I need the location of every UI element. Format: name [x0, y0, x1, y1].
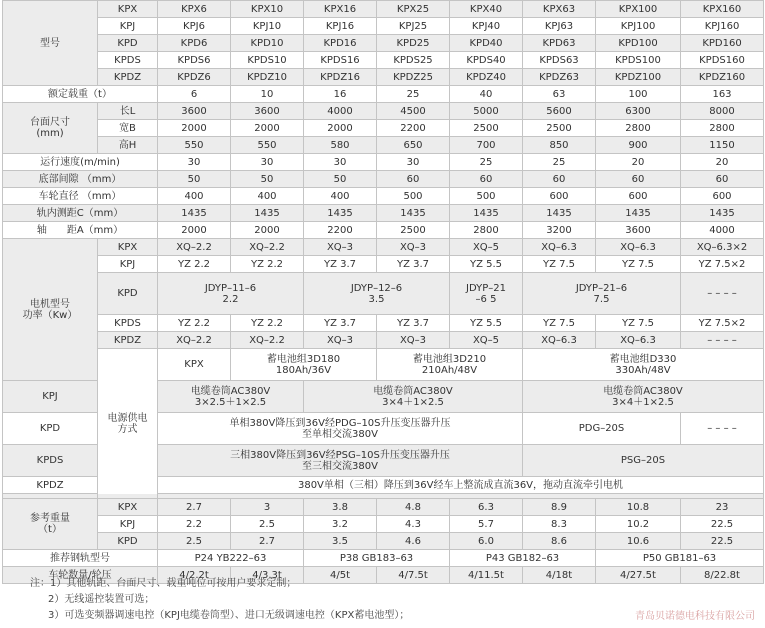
table-cell: 电缆卷筒AC380V 3×2.5＋1×2.5	[158, 381, 304, 413]
table-row	[3, 52, 764, 69]
table-cell: KPD160	[681, 35, 764, 52]
table-cell: XQ–6.3	[523, 239, 596, 256]
table-cell: 型号	[3, 1, 98, 86]
table-cell: XQ–3	[304, 332, 377, 349]
table-cell: 4/11.5t	[450, 567, 523, 584]
table-cell: 2.2	[158, 516, 231, 533]
table-cell: KPD40	[450, 35, 523, 52]
table-cell: KPX	[98, 1, 158, 18]
table-cell: 1435	[158, 205, 231, 222]
table-cell: KPJ	[3, 381, 98, 413]
table-cell: 10.2	[596, 516, 681, 533]
table-cell: 电缆卷筒AC380V 3×4＋1×2.5	[523, 381, 764, 413]
table-cell: KPX40	[450, 1, 523, 18]
table-cell: KPJ	[98, 18, 158, 35]
table-row	[3, 1, 764, 18]
table-cell: 4.6	[377, 533, 450, 550]
table-cell: 20	[596, 154, 681, 171]
table-cell: KPJ40	[450, 18, 523, 35]
table-cell: 运行速度(m/min)	[3, 154, 158, 171]
table-cell: 4.8	[377, 499, 450, 516]
table-cell: KPJ	[98, 516, 158, 533]
table-cell: 3600	[596, 222, 681, 239]
table-cell: 6.0	[450, 533, 523, 550]
table-cell: XQ–2.2	[158, 239, 231, 256]
table-cell: 10.6	[596, 533, 681, 550]
table-cell: 30	[304, 154, 377, 171]
table-cell: 22.5	[681, 516, 764, 533]
table-cell: KPD25	[377, 35, 450, 52]
table-cell: KPDS16	[304, 52, 377, 69]
table-cell: XQ–6.3	[523, 332, 596, 349]
table-cell: 40	[450, 86, 523, 103]
table-cell: XQ–5	[450, 239, 523, 256]
table-cell: 2500	[450, 120, 523, 137]
table-cell: 2000	[231, 222, 304, 239]
table-cell: 850	[523, 137, 596, 154]
table-cell: KPD	[98, 273, 158, 315]
table-cell: KPDZ40	[450, 69, 523, 86]
table-cell: 8/22.8t	[681, 567, 764, 584]
table-cell: 580	[304, 137, 377, 154]
table-cell: 2000	[231, 120, 304, 137]
table-cell: YZ 2.2	[158, 315, 231, 332]
table-row	[3, 516, 764, 533]
table-cell: YZ 7.5×2	[681, 315, 764, 332]
table-cell: YZ 7.5	[596, 315, 681, 332]
table-cell: 6.3	[450, 499, 523, 516]
table-cell: 380V单相（三相）降压到36V经车上整流成直流36V，拖动直流牵引电机	[158, 477, 764, 494]
table-cell: YZ 2.2	[158, 256, 231, 273]
table-cell: KPJ16	[304, 18, 377, 35]
table-cell: KPDS40	[450, 52, 523, 69]
table-cell: 2000	[158, 120, 231, 137]
table-cell: PSG–20S	[523, 445, 764, 477]
table-cell: YZ 2.2	[231, 256, 304, 273]
table-cell: KPD	[98, 35, 158, 52]
table-cell: KPJ100	[596, 18, 681, 35]
table-row	[3, 315, 764, 332]
table-cell: 4000	[304, 103, 377, 120]
table-cell: KPDZ25	[377, 69, 450, 86]
table-row	[3, 550, 764, 567]
table-cell: 1435	[450, 205, 523, 222]
table-cell: 蓄电池组D330 330Ah/48V	[523, 349, 764, 381]
table-row	[3, 273, 764, 315]
table-cell: 25	[450, 154, 523, 171]
table-cell: 3200	[523, 222, 596, 239]
table-cell: 3.2	[304, 516, 377, 533]
table-cell: XQ–6.3	[596, 239, 681, 256]
table-row	[3, 103, 764, 120]
table-cell: XQ–2.2	[158, 332, 231, 349]
table-cell: 3600	[158, 103, 231, 120]
table-cell: 400	[231, 188, 304, 205]
table-cell: P24 YB222–63	[158, 550, 304, 567]
table-row	[3, 349, 764, 381]
table-row	[3, 239, 764, 256]
table-cell: 2200	[304, 222, 377, 239]
table-cell: 400	[158, 188, 231, 205]
table-cell: KPJ160	[681, 18, 764, 35]
table-cell: 三相380V降压到36V经PSG–10S升压变压器升压 至三相交流380V	[158, 445, 523, 477]
table-cell: KPDZ63	[523, 69, 596, 86]
table-cell: 单相380V降压到36V经PDG–10S升压变压器升压 至单相交流380V	[158, 413, 523, 445]
table-cell: KPD100	[596, 35, 681, 52]
table-cell: 2800	[450, 222, 523, 239]
table-cell: 5600	[523, 103, 596, 120]
table-cell: KPDZ160	[681, 69, 764, 86]
table-row	[3, 69, 764, 86]
table-cell: 4/27.5t	[596, 567, 681, 584]
table-row	[3, 256, 764, 273]
table-cell: 20	[681, 154, 764, 171]
table-cell: YZ 2.2	[231, 315, 304, 332]
table-cell: 4.3	[377, 516, 450, 533]
table-cell: 2.5	[158, 533, 231, 550]
table-cell: KPDS	[98, 52, 158, 69]
table-cell: 2000	[158, 222, 231, 239]
table-cell: 10.8	[596, 499, 681, 516]
spec-table	[2, 0, 764, 584]
table-cell: 1435	[304, 205, 377, 222]
table-cell: KPX25	[377, 1, 450, 18]
table-cell: 4/2.2t	[158, 567, 231, 584]
table-cell: KPX160	[681, 1, 764, 18]
table-cell: KPX10	[231, 1, 304, 18]
table-cell: 2000	[304, 120, 377, 137]
table-row	[3, 18, 764, 35]
table-cell: KPD6	[158, 35, 231, 52]
table-cell: 台面尺寸 (mm)	[3, 103, 98, 154]
table-cell: 60	[681, 171, 764, 188]
table-cell: YZ 5.5	[450, 256, 523, 273]
table-cell: KPDZ6	[158, 69, 231, 86]
table-cell: KPDS160	[681, 52, 764, 69]
table-cell: 163	[681, 86, 764, 103]
table-row	[3, 533, 764, 550]
table-row	[3, 205, 764, 222]
table-cell: KPX6	[158, 1, 231, 18]
table-cell: JDYP–11–6 2.2	[158, 273, 304, 315]
table-cell: KPDS100	[596, 52, 681, 69]
table-cell: 1435	[681, 205, 764, 222]
table-cell: YZ 7.5	[596, 256, 681, 273]
table-cell: 蓄电池组3D180 180Ah/36V	[231, 349, 377, 381]
table-cell: KPD	[3, 413, 98, 445]
table-cell: XQ–5	[450, 332, 523, 349]
table-cell: 60	[523, 171, 596, 188]
table-cell: 1435	[596, 205, 681, 222]
table-row	[3, 188, 764, 205]
table-cell: 600	[523, 188, 596, 205]
table-cell: 推荐钢轨型号	[3, 550, 158, 567]
table-cell: 电机型号 功率（Kw）	[3, 239, 98, 381]
table-row	[3, 86, 764, 103]
table-cell: 600	[596, 188, 681, 205]
table-cell: 2800	[681, 120, 764, 137]
table-cell: 400	[304, 188, 377, 205]
table-cell: 650	[377, 137, 450, 154]
table-cell: 1435	[231, 205, 304, 222]
table-cell: 500	[377, 188, 450, 205]
table-cell: YZ 3.7	[304, 315, 377, 332]
table-cell: 600	[681, 188, 764, 205]
table-cell: 6300	[596, 103, 681, 120]
table-cell: KPDZ	[98, 69, 158, 86]
table-cell: KPJ10	[231, 18, 304, 35]
table-cell: 3	[231, 499, 304, 516]
table-cell: 700	[450, 137, 523, 154]
table-cell: KPDZ16	[304, 69, 377, 86]
table-cell: YZ 3.7	[304, 256, 377, 273]
table-cell: 6	[158, 86, 231, 103]
table-cell: 3600	[231, 103, 304, 120]
table-cell: 2.7	[158, 499, 231, 516]
table-cell: KPD	[98, 533, 158, 550]
table-cell: – – – –	[681, 332, 764, 349]
table-cell: XQ–3	[304, 239, 377, 256]
table-row	[3, 499, 764, 516]
table-cell: KPDS	[98, 315, 158, 332]
table-cell: KPX16	[304, 1, 377, 18]
table-cell: JDYP–21 –6 5	[450, 273, 523, 315]
table-cell: KPX	[98, 239, 158, 256]
table-row	[3, 332, 764, 349]
table-cell: YZ 3.7	[377, 256, 450, 273]
table-cell: 50	[304, 171, 377, 188]
table-cell: 4000	[681, 222, 764, 239]
table-cell: KPDZ10	[231, 69, 304, 86]
table-cell: KPDS25	[377, 52, 450, 69]
table-cell: PDG–20S	[523, 413, 681, 445]
table-cell: YZ 7.5	[523, 256, 596, 273]
table-cell: 2.7	[231, 533, 304, 550]
table-cell: 3.8	[304, 499, 377, 516]
table-cell: 2200	[377, 120, 450, 137]
table-cell: 550	[158, 137, 231, 154]
table-cell: 63	[523, 86, 596, 103]
table-cell: 2800	[596, 120, 681, 137]
table-cell: 10	[231, 86, 304, 103]
table-cell: XQ–3	[377, 332, 450, 349]
table-cell: 60	[596, 171, 681, 188]
table-cell: 5.7	[450, 516, 523, 533]
table-cell: P43 GB182–63	[450, 550, 596, 567]
table-cell: 4/3.3t	[231, 567, 304, 584]
table-cell: KPJ	[98, 256, 158, 273]
table-cell: 30	[231, 154, 304, 171]
table-cell: KPJ63	[523, 18, 596, 35]
table-cell: YZ 3.7	[377, 315, 450, 332]
table-cell: 长L	[98, 103, 158, 120]
table-row	[3, 137, 764, 154]
table-cell: 车轮数量/轮压	[3, 567, 158, 584]
table-row	[3, 222, 764, 239]
table-cell: 50	[158, 171, 231, 188]
table-cell: 30	[158, 154, 231, 171]
table-cell: 蓄电池组3D210 210Ah/48V	[377, 349, 523, 381]
table-cell: KPJ25	[377, 18, 450, 35]
table-cell: KPDZ100	[596, 69, 681, 86]
table-cell: 100	[596, 86, 681, 103]
table-cell: KPX	[158, 349, 231, 381]
table-cell: 8000	[681, 103, 764, 120]
table-cell: 电缆卷筒AC380V 3×4＋1×2.5	[304, 381, 523, 413]
table-cell: 900	[596, 137, 681, 154]
table-cell: 底部间隙 （mm）	[3, 171, 158, 188]
table-cell: 参考重量 （t）	[3, 499, 98, 550]
table-cell: 2.5	[231, 516, 304, 533]
table-cell: 22.5	[681, 533, 764, 550]
table-cell: KPD63	[523, 35, 596, 52]
table-cell: 轴 距A（mm）	[3, 222, 158, 239]
table-cell: YZ 5.5	[450, 315, 523, 332]
table-cell: 2500	[377, 222, 450, 239]
table-cell: 60	[377, 171, 450, 188]
table-cell: – – – –	[681, 413, 764, 445]
table-cell: 1435	[377, 205, 450, 222]
table-cell: KPX100	[596, 1, 681, 18]
table-row	[3, 120, 764, 137]
table-cell: JDYP–21–6 7.5	[523, 273, 681, 315]
table-cell: 50	[231, 171, 304, 188]
note-3: 3）可选变频器调速电控（KPJ电缆卷筒型）、进口无级调速电控（KPX蓄电池型）；	[48, 610, 410, 621]
table-cell: 1435	[523, 205, 596, 222]
table-cell: KPDS10	[231, 52, 304, 69]
table-cell: 车轮直径 （mm）	[3, 188, 158, 205]
table-cell: 60	[450, 171, 523, 188]
notes	[30, 576, 409, 624]
table-cell: YZ 7.5	[523, 315, 596, 332]
note-1: 注：1）其他轨距、台面尺寸、载重吨位可按用户要求定制；	[30, 578, 297, 589]
table-cell: 4/5t	[304, 567, 377, 584]
table-cell: P38 GB183–63	[304, 550, 450, 567]
table-cell: 550	[231, 137, 304, 154]
table-cell: 25	[377, 86, 450, 103]
table-cell: 8.6	[523, 533, 596, 550]
table-cell: KPDS	[3, 445, 98, 477]
table-cell: 23	[681, 499, 764, 516]
table-cell: JDYP–12–6 3.5	[304, 273, 450, 315]
table-cell: XQ–6.3×2	[681, 239, 764, 256]
table-cell: KPJ6	[158, 18, 231, 35]
note-2: 2）无线遥控装置可选；	[48, 594, 155, 605]
table-row	[3, 35, 764, 52]
table-cell: 电源供电 方式	[98, 349, 158, 499]
table-cell: – – – –	[681, 273, 764, 315]
table-cell: 16	[304, 86, 377, 103]
table-cell: XQ–2.2	[231, 332, 304, 349]
table-cell: 1150	[681, 137, 764, 154]
table-cell: 5000	[450, 103, 523, 120]
table-cell: KPD16	[304, 35, 377, 52]
table-cell: 3.5	[304, 533, 377, 550]
table-cell: 2500	[523, 120, 596, 137]
company-watermark: 青岛贝诺德电科技有限公司	[635, 611, 755, 622]
table-cell: 宽B	[98, 120, 158, 137]
table-cell: 4500	[377, 103, 450, 120]
table-cell: 30	[377, 154, 450, 171]
table-cell: 额定载重（t）	[3, 86, 158, 103]
table-cell: 4/18t	[523, 567, 596, 584]
table-row	[3, 171, 764, 188]
table-cell: XQ–2.2	[231, 239, 304, 256]
table-cell: 高H	[98, 137, 158, 154]
table-cell: KPDZ	[3, 477, 98, 494]
table-cell: P50 GB181–63	[596, 550, 764, 567]
table-cell: 8.3	[523, 516, 596, 533]
table-cell: 500	[450, 188, 523, 205]
table-row	[3, 154, 764, 171]
table-cell: 8.9	[523, 499, 596, 516]
table-cell: XQ–3	[377, 239, 450, 256]
table-cell: 轨内测距C（mm）	[3, 205, 158, 222]
table-cell: YZ 7.5×2	[681, 256, 764, 273]
table-cell: KPD10	[231, 35, 304, 52]
table-cell: KPX	[98, 499, 158, 516]
table-cell: KPDZ	[98, 332, 158, 349]
table-cell: 4/7.5t	[377, 567, 450, 584]
table-cell: KPDS6	[158, 52, 231, 69]
table-cell: KPDS63	[523, 52, 596, 69]
table-cell: XQ–6.3	[596, 332, 681, 349]
table-cell: KPX63	[523, 1, 596, 18]
table-cell: 25	[523, 154, 596, 171]
